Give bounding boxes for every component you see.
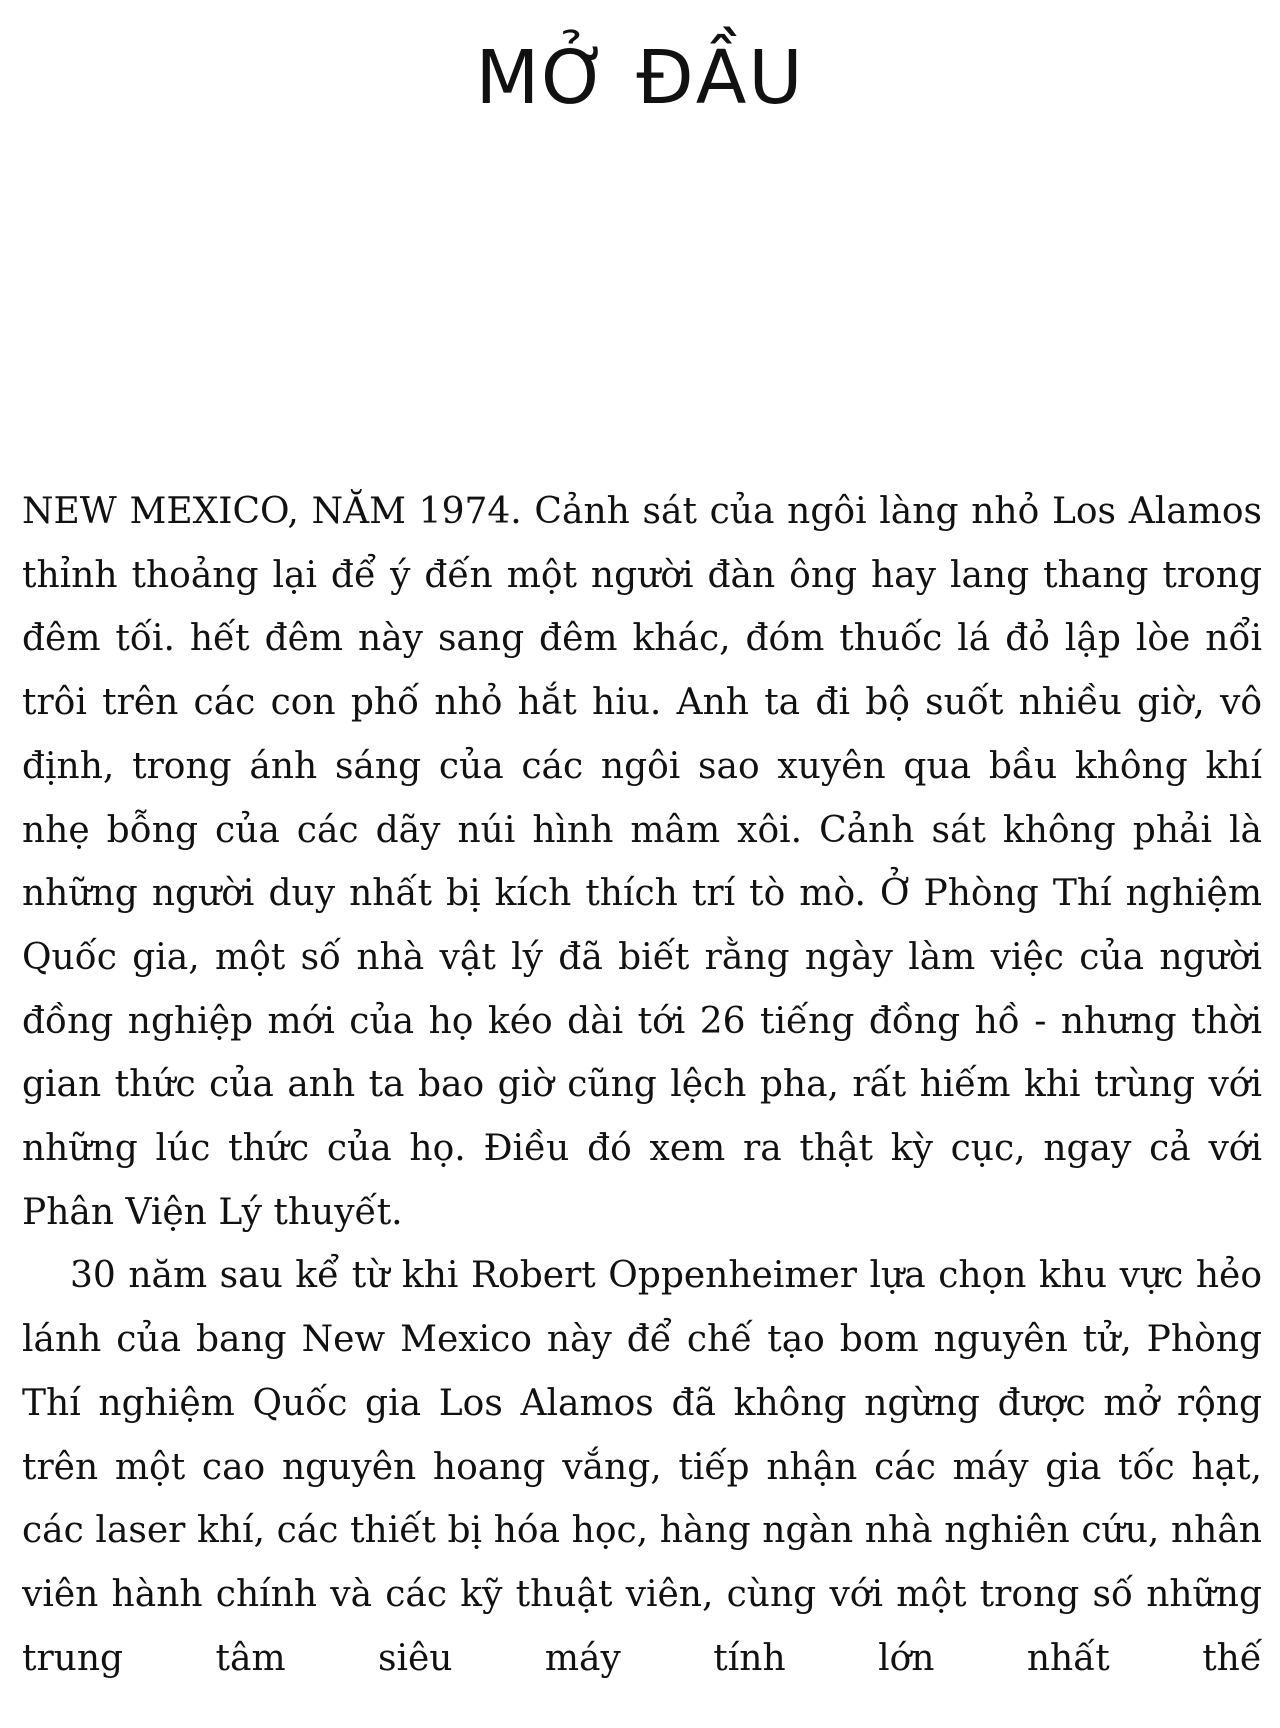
paragraph-1: NEW MEXICO, NĂM 1974. Cảnh sát của ngôi làng nhỏ Los Alamos thỉnh thoảng lại để ý đến một người đàn ông hay lang thang trong đêm tối. hết đêm này sang đêm khác, đóm thuốc lá đỏ lập lòe nổi trôi trên các con phố nhỏ hắt hiu. Anh ta đi bộ suốt nhiều giờ, vô định, trong ánh sáng của các ngôi sao xuyên qua bầu không khí nhẹ bỗng của các dãy núi hình mâm xôi. Cảnh sát không phải là những người duy nhất bị kích thích trí tò mò. Ở Phòng Thí nghiệm Quốc gia, một số nhà vật lý đã biết rằng ngày làm việc của người đồng nghiệp mới của họ kéo dài tới 26 tiếng đồng hồ - nhưng thời gian thức của anh ta bao giờ cũng lệch pha, rất hiếm khi trùng với những lúc thức của họ. Điều đó xem ra thật kỳ cục, ngay cả với Phân Viện Lý thuyết. — [22, 491, 1262, 1233]
paragraph-2: 30 năm sau kể từ khi Robert Oppenheimer lựa chọn khu vực hẻo lánh của bang New Mexico này để chế tạo bom nguyên tử, Phòng Thí nghiệm Quốc gia Los Alamos đã không ngừng được mở rộng trên một cao nguyên hoang vắng, tiếp nhận các máy gia tốc hạt, các laser khí, các thiết bị hóa học, hàng ngàn nhà nghiên cứu, nhân viên hành chính và các kỹ thuật viên, cùng với một trong số những trung tâm siêu máy tính lớn nhất thế — [22, 1255, 1262, 1679]
chapter-title: MỞ ĐẦU — [475, 35, 805, 121]
body-text — [22, 480, 1262, 1690]
